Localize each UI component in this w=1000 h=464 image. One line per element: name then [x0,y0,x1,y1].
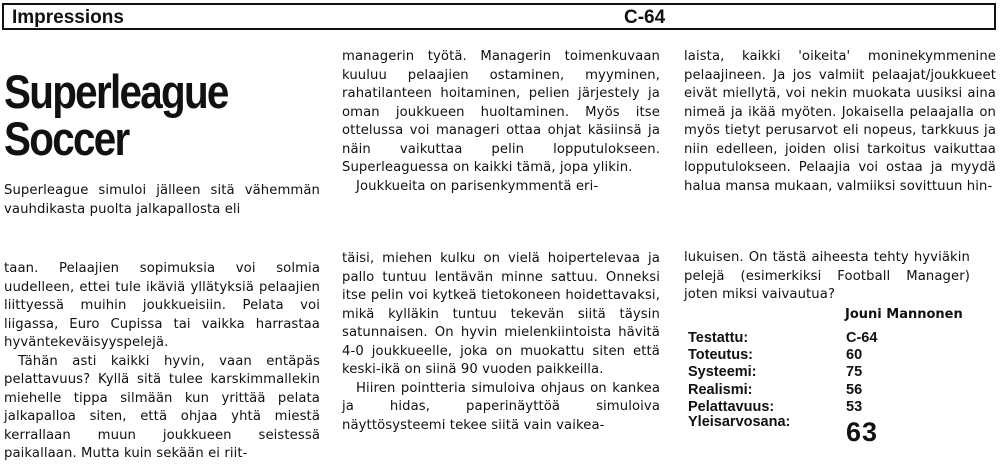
column-2-bottom-paragraph-2: Hiiren pointteria simuloiva ohjaus on kankea ja hidas, paperinäyttöä simuloiva näyttösysteemi tekee siitä vain vaikea- [342,380,660,433]
score-label: Realismi: [688,381,753,398]
score-row [688,347,988,364]
platform-label: C-64 [624,7,666,28]
column-2-bottom [342,250,660,435]
score-value: 53 [846,398,863,415]
column-2-top [342,48,660,196]
title-line-1: Superleague [4,65,228,118]
column-1-paragraph-2: Tähän asti kaikki hyvin, vaan entäpäs pelattavuus? Kyllä sitä tulee karskimmallekin miehelle tippa silmään kun yrittää pelata jalkapalloa siten, että ohjaa yhtä miestä kerrallaan muun joukkueen seistessä paikallaan. Mutta kuin sekään ei riit- [4,353,320,461]
intro-text: Superleague simuloi jälleen sitä vähemmän vauhdikasta puolta jalkapallosta eli [4,183,320,217]
score-row [688,382,988,399]
total-score-label: Yleisarvosana: [688,413,791,430]
column-2-bottom-paragraph-1: täisi, miehen kulku on vielä hoipertelevaa ja pallo tuntuu lentävän minne sattuu. Onneksi itse pelin voi kytkeä tietokoneen hoidettavaksi, mikä kylläkin tuntuu tekevän siitä täysin satunnaisen. On hyvin mielenkiintoista hävitä 4-0 joukkueelle, joka on muokattu siten että keski-ikä on siinä 90 vuoden paikkeilla. [342,251,660,377]
score-label: Pelattavuus: [688,398,775,415]
score-value: 75 [846,364,863,381]
column-2-top-paragraph-1: managerin työtä. Managerin toimenkuvaan kuuluu pelaajien ostaminen, myyminen, rahatilanteen hoitaminen, pelien järjestely ja oman joukkueen huoltaminen. Myös itse ottelussa voi manageri ottaa ohjat käsiinsä ja näin vaikuttaa pelin lopputulokseen. Superleaguessa on kaikki tämä, jopa ylikin. [342,49,660,175]
column-2-top-paragraph-2: Joukkueita on parisenkymmentä eri- [356,178,599,194]
score-label: Testattu: [688,330,749,346]
score-value: 60 [846,347,863,364]
section-label: Impressions [12,7,124,28]
score-label: Toteutus: [688,347,753,364]
column-3-bottom [684,249,970,305]
author-signature: Jouni Mannonen [845,307,963,322]
section-header [2,3,996,30]
intro-paragraph [4,182,320,219]
score-box [688,330,988,446]
total-score-row [688,413,988,447]
column-3-bottom-paragraph: lukuisen. On tästä aiheesta tehty hyviäkin pelejä (esimerkiksi Football Manager) joten miksi vaivautua? [684,250,970,302]
score-value: C-64 [846,330,878,346]
column-1 [4,260,320,464]
column-3-top-paragraph: laista, kaikki 'oikeita' moninekymmenine pelaajineen. Ja jos valmiit pelaajat/joukkueet eivät miellytä, voi nekin muokata uusiksi aina nimeä ja ikää myöten. Jokaisella pelaajalla on myös tietyt perusarvot eli nopeus, tarkkuus ja niin edelleen, joiden olisi tarkoitus vaikuttaa lopputulokseen. Pelaajia voi ostaa ja myydä halua mansa mukaan, valmiiksi sovittuun hin- [684,49,996,194]
score-label: Systeemi: [688,364,757,381]
score-value: 56 [846,381,863,398]
total-score-value: 63 [846,416,879,447]
score-row [688,364,988,381]
column-1-paragraph-1: taan. Pelaajien sopimuksia voi solmia uudelleen, ettei tule ikäviä yllätyksiä pelaajien liittyessä muihin joukkueisiin. Pelata voi liigassa, Euro Cupissa tai vaikka harrastaa hyväntekeväisyyspelejä. [4,261,320,350]
title-line-2: Soccer [4,112,129,165]
column-3-top [684,48,996,196]
score-row [688,330,988,347]
article-title [4,65,279,165]
